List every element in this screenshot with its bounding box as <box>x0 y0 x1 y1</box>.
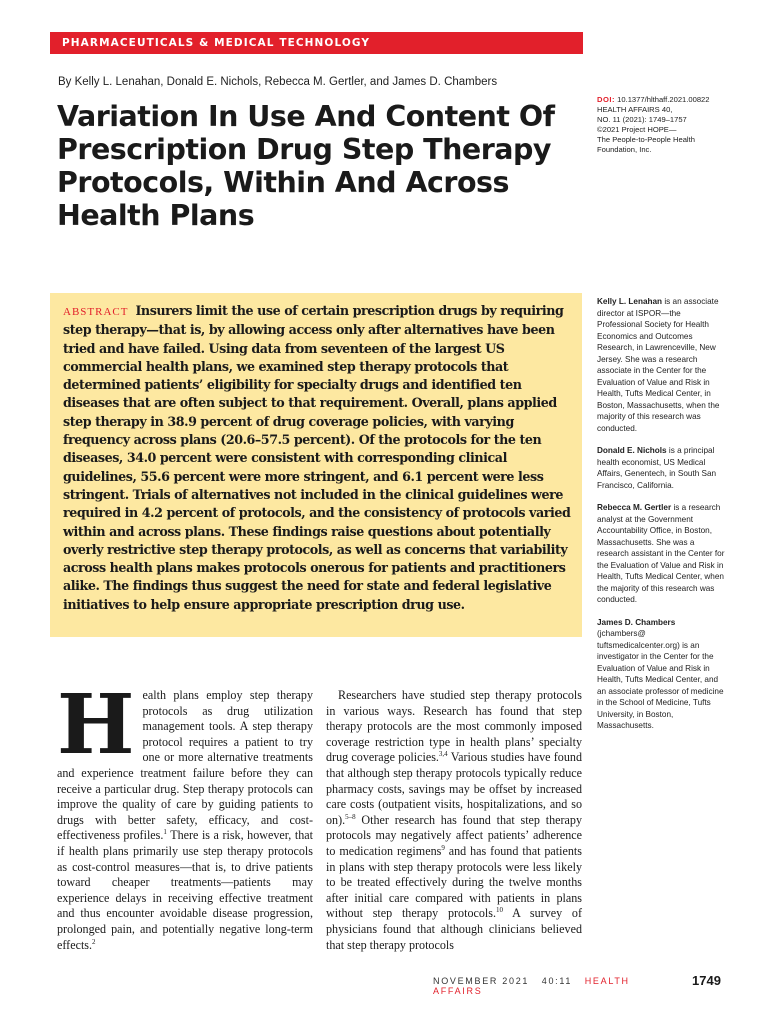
author-name: Kelly L. Lenahan <box>597 297 663 306</box>
author-name: Rebecca M. Gertler <box>597 503 672 512</box>
page-number: 1749 <box>692 973 721 988</box>
page-footer <box>433 976 673 996</box>
copyright-line-1: ©2021 Project HOPE— <box>597 125 677 134</box>
body-text: There is a risk, however, that if health plans primarily use step therapy protocols as cost-control measures—that is, to drive patients toward cheaper treatments—patients may experience delays in receiving effective treatment and thus encounter avoidable disease progression, prolonged pain, and potentially negative long-term effects. <box>57 828 313 952</box>
article-title: Variation In Use And Content Of Prescription Drug Step Therapy Protocols, Within And Across Health Plans <box>57 100 555 232</box>
section-header-bar: PHARMACEUTICALS & MEDICAL TECHNOLOGY <box>50 32 583 54</box>
byline: By Kelly L. Lenahan, Donald E. Nichols, Rebecca M. Gertler, and James D. Chambers <box>58 76 498 88</box>
doi-label: DOI: <box>597 95 616 104</box>
body-text: Various studies have found that although step therapy protocols typically reduce pharmacy costs, savings may be offset by increased care costs (outpatient visits, hospitalizations, and so on). <box>326 750 582 827</box>
reference-marker[interactable]: 10 <box>496 906 503 915</box>
body-paragraph <box>326 688 582 953</box>
drop-cap: H <box>57 677 135 773</box>
reference-marker[interactable]: 1 <box>163 828 167 837</box>
author-bio <box>597 502 725 606</box>
footer-volume: 40:11 <box>541 976 573 986</box>
doi-value[interactable]: 10.1377/hlthaff.2021.00822 <box>617 95 710 104</box>
citation-line-2: NO. 11 (2021): 1749–1757 <box>597 115 687 124</box>
citation-line-1: HEALTH AFFAIRS 40, <box>597 105 673 114</box>
body-text: and has found that patients in plans with step therapy protocols were less likely to be treated effectively during the twelve months after initial care compared with patients in plans without step therapy protocols. <box>326 843 583 921</box>
author-bio-text: (jchambers@ tuftsmedicalcenter.org) is an investigator in the Center for the Evaluation of Value and Risk in Health, Tufts Medical Center, and an associate professor of medicine in the School of Medicine, Tufts University, in Boston, Massachusetts. <box>597 629 724 730</box>
author-name: James D. Chambers <box>597 617 676 627</box>
body-text: Researchers have studied step therapy protocols in various ways. Research has found that step therapy protocols are the most commonly imposed coverage restriction type in health plans’ specialty drug coverage policies. <box>326 688 582 765</box>
body-text: ealth plans employ step therapy protocols as drug utilization management tools. A step therapy protocol requires a patient to try one or more alternative treatments and experience treatment failure before they can receive a particular drug. Step therapy protocols can improve the quality of care by guiding patients to drugs with better safety, efficacy, and cost-effectiveness profiles. <box>57 688 313 843</box>
body-paragraph <box>57 677 313 953</box>
author-bios <box>597 296 725 743</box>
author-bio-text: is a principal health economist, US Medical Affairs, Genentech, in South San Francisco, California. <box>597 446 717 490</box>
copyright-line-2: The People-to-People Health <box>597 135 695 144</box>
abstract-body: Insurers limit the use of certain prescription drugs by requiring step therapy—that is, by allowing access only after alternatives have been tried and have failed. Using data from seventeen of the largest US commercial health plans, we examined step therapy protocols that determined patients’ eligibility for specialty drugs and identified ten diseases that are often subject to that requirement. Overall, plans applied step therapy in 38.9 percent of drug coverage policies, with varying frequency across plans (20.6–57.5 percent). Of the protocols for the ten diseases, 34.0 percent were consistent with corresponding clinical guidelines, 55.6 percent were more stringent, and 6.1 percent were less stringent. Trials of alternatives not included in the clinical guidelines were required in 4.2 percent of protocols, and the consistency of protocols varied within and across plans. These findings raise questions about potentially overly restrictive step therapy protocols, as well as concerns that variability across health plans makes protocols onerous for patients and practitioners alike. The findings thus suggest the need for state and federal legislative initiatives to help ensure appropriate prescription drug use. <box>63 303 571 612</box>
footer-date: NOVEMBER 2021 <box>433 976 530 986</box>
abstract-text <box>63 302 572 614</box>
author-name: Donald E. Nichols <box>597 446 667 455</box>
body-text: Other research has found that step therapy protocols may negatively affect patients’ adherence to medication regimens <box>326 812 582 858</box>
abstract-label: ABSTRACT <box>63 306 129 318</box>
reference-marker[interactable]: 3,4 <box>438 750 448 759</box>
author-bio-text: is a research analyst at the Government Accountability Office, in Boston, Massachusetts. She was a research assistant in the Center for the Evaluation of Value and Risk in Health, Tufts Medical Center, when the majority of this research was conducted. <box>597 503 725 604</box>
copyright-line-3: Foundation, Inc. <box>597 145 652 154</box>
author-bio <box>597 617 725 732</box>
footer-journal: HEALTH AFFAIRS <box>433 976 630 996</box>
abstract-box <box>50 293 582 637</box>
body-text: A survey of physicians found that although clinicians believed that step therapy protocols <box>326 906 582 952</box>
author-bio <box>597 445 725 491</box>
reference-marker[interactable]: 2 <box>92 937 96 946</box>
reference-marker[interactable]: 9 <box>441 843 445 852</box>
author-bio-text: is an associate director at ISPOR—the Professional Society for Health Economics and Outcomes Research, in Lawrenceville, New Jersey. She was a research associate in the Center for the Evaluation of Value and Risk in Health, Tufts Medical Center, in Boston, Massachusetts, when the majority of this research was conducted. <box>597 297 720 433</box>
body-column-right <box>326 688 582 953</box>
body-column-left <box>57 677 313 953</box>
reference-marker[interactable]: 5–8 <box>345 812 356 821</box>
author-bio <box>597 296 725 434</box>
doi-block <box>597 95 747 155</box>
